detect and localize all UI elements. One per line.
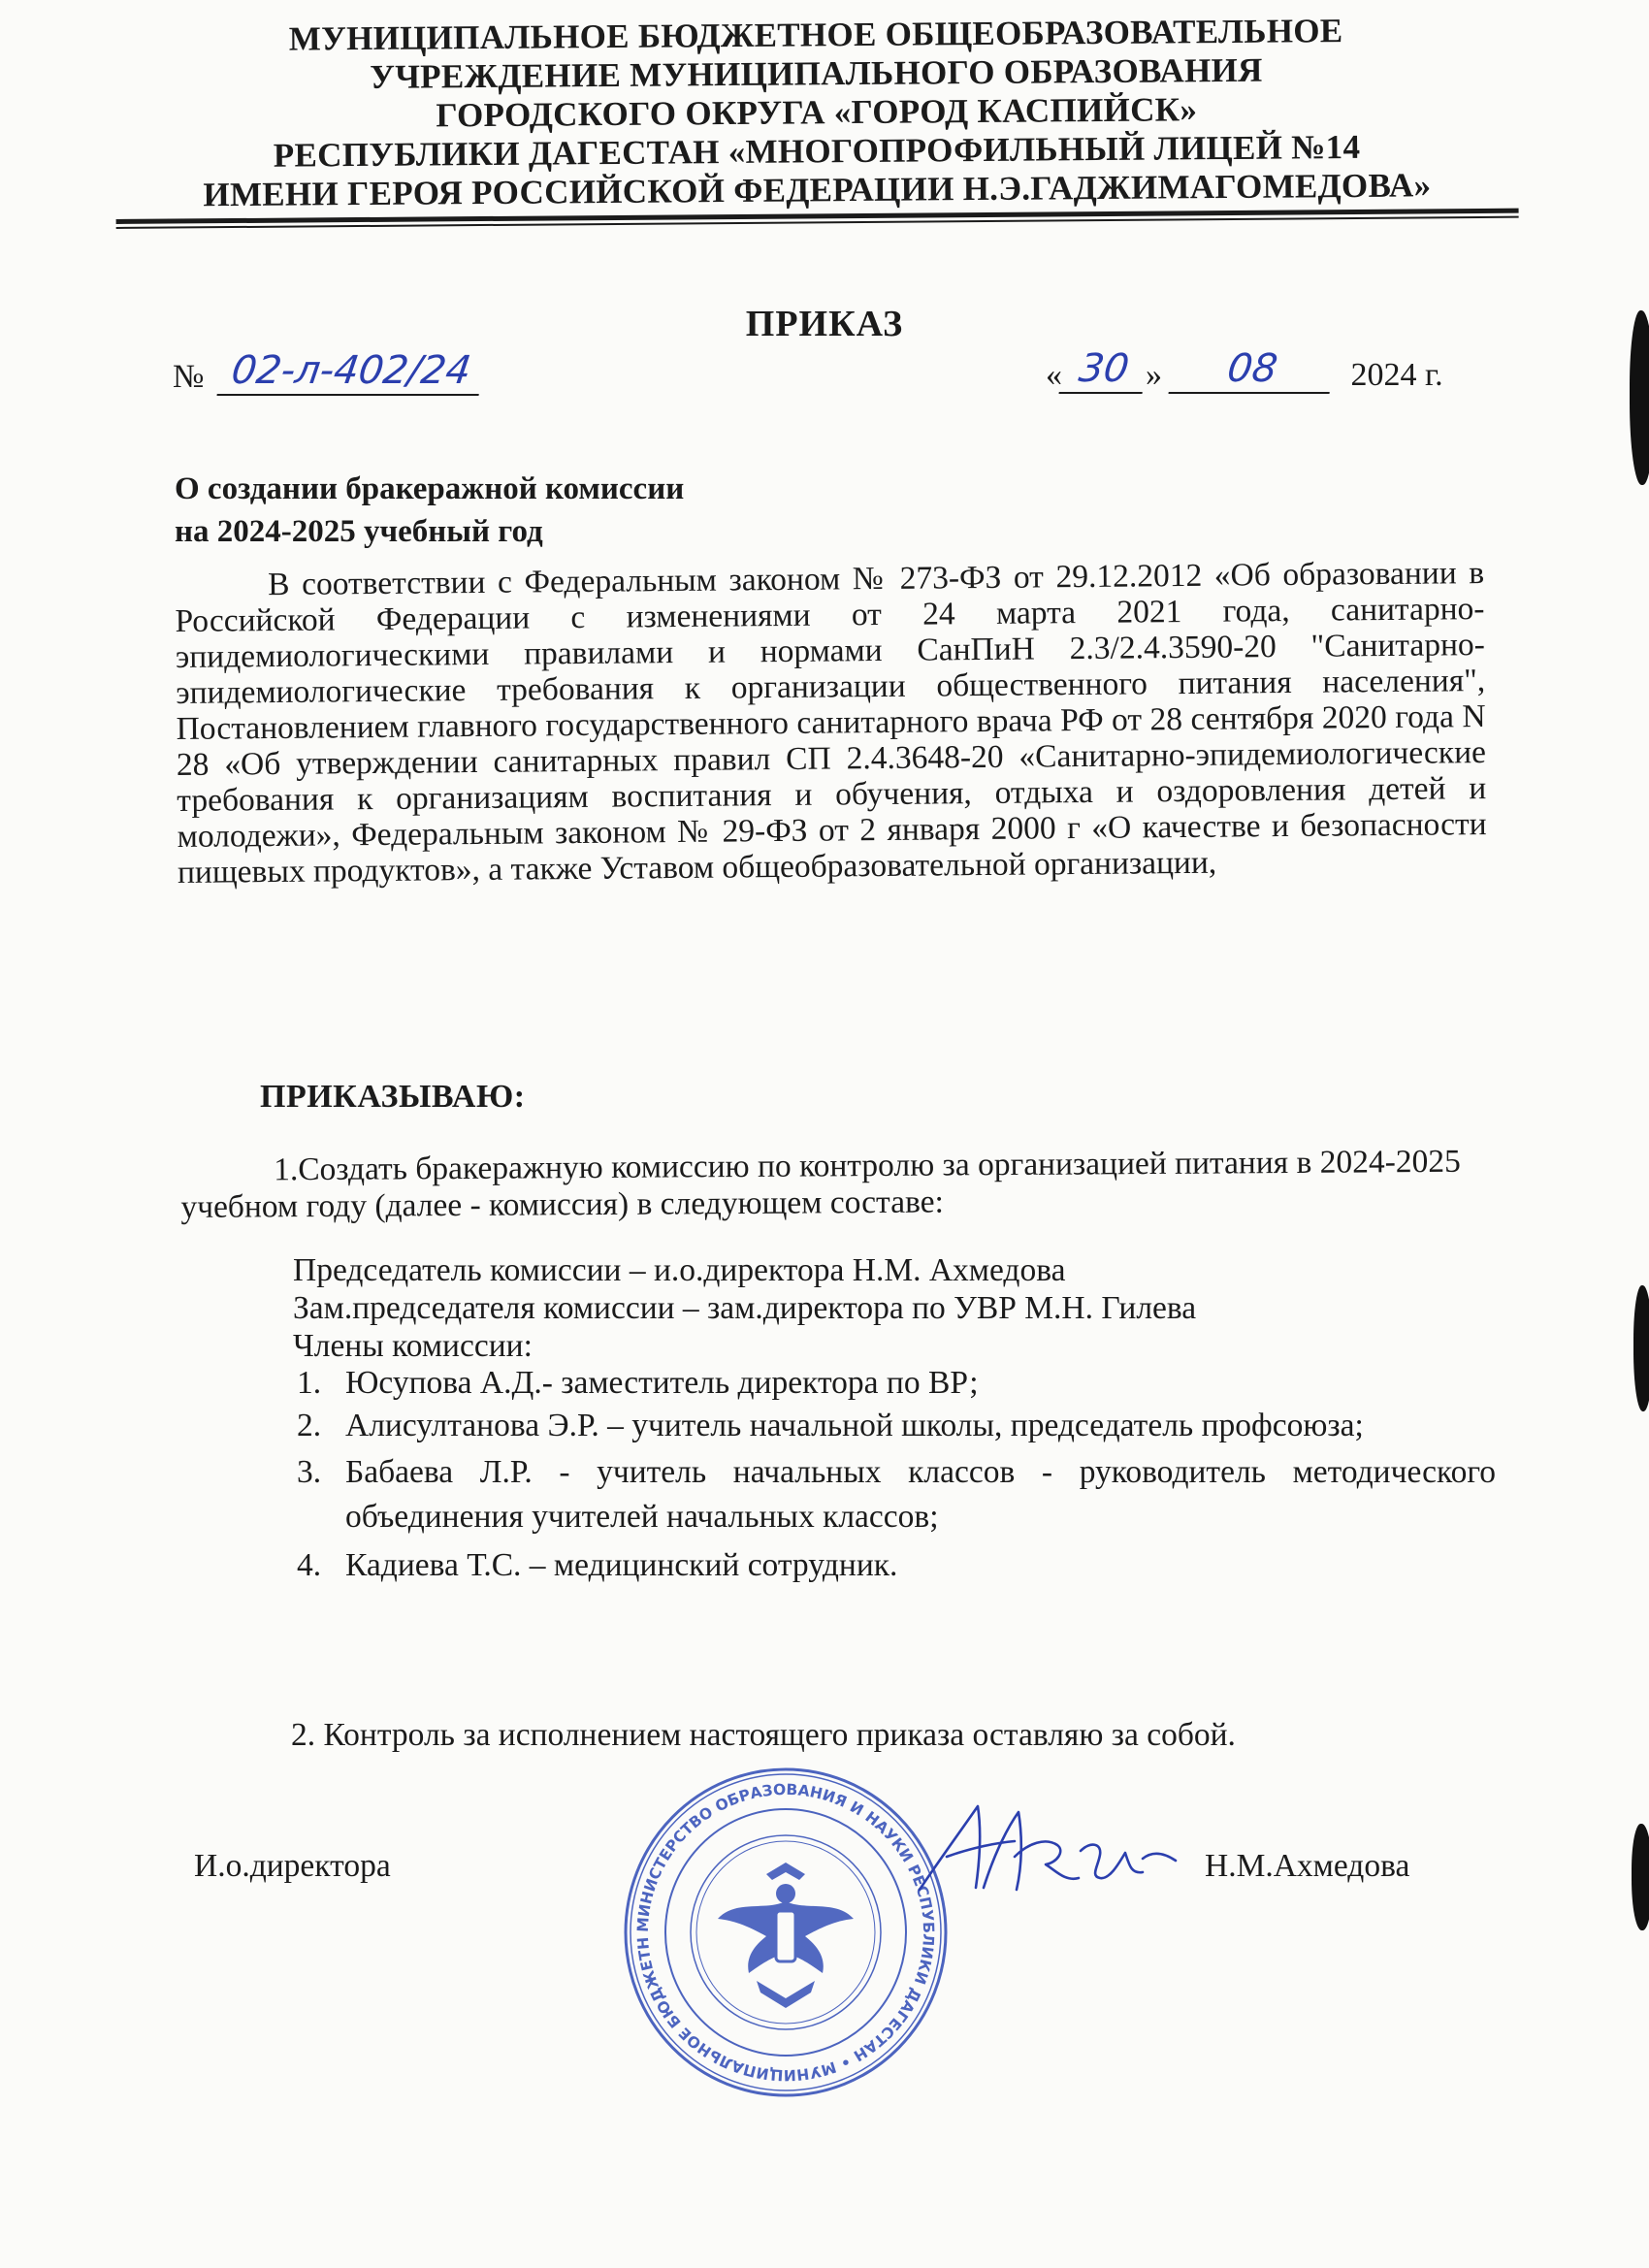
preamble-paragraph: В соответствии с Федеральным законом № 273-ФЗ от 29.12.2012 «Об образовании в Российской Федерации с изменениями от 24 марта 2021 года, санитарно-эпидемиологическими правилами и нормами СанПиН 2.3/2.4.3590-20 "Санитарно-эпидемиологические требования к организации общественного питания населения", Постановлением главного государственного санитарного врача РФ от 28 сентября 2020 года N 28 «Об утверждении санитарных правил СП 2.4.3648-20 «Санитарно-эпидемиологические требования к организациям воспитания и обучения, отдыха и оздоровления детей и молодежи», Федеральным законом № 29-ФЗ от 2 января 2000 г «О качестве и безопасности пищевых продуктов», а также Уставом общеобразовательной организации, [175, 555, 1487, 891]
order-title: ПРИКАЗ [745, 304, 904, 344]
order-item-2: 2. Контроль за исполнением настоящего приказа оставляю за собой. [291, 1717, 1236, 1753]
order-number-handwritten: 02-л-402/24 [216, 347, 485, 396]
member-list [293, 1365, 1496, 1584]
list-item-number: 4. [297, 1547, 322, 1583]
list-item-number: 3. [297, 1454, 322, 1490]
order-number-row [173, 347, 482, 396]
list-item-text: Кадиева Т.С. – медицинский сотрудник. [345, 1547, 898, 1583]
svg-text:МИНИСТЕРСТВО ОБРАЗОВАНИЯ И НАУ: МИНИСТЕРСТВО ОБРАЗОВАНИЯ И НАУКИ РЕСПУБЛИКИ ДАГЕСТАН • МУНИЦИПАЛЬНОЕ БЮДЖЕТН [633, 1780, 938, 2085]
organization-header [114, 11, 1519, 229]
date-month-handwritten: 08 [1168, 345, 1336, 394]
list-item [293, 1450, 1496, 1539]
vice-chairman-line: Зам.председателя комиссии – зам.директора по УВР М.Н. Гилева [293, 1290, 1197, 1326]
signature-icon [900, 1793, 1191, 1909]
subject-line: на 2024-2025 учебный год [175, 514, 543, 549]
list-item [293, 1408, 1496, 1444]
org-name-line: ГОРОДСКОГО ОКРУГА «ГОРОД КАСПИЙСК» [436, 90, 1198, 135]
org-name-line: МУНИЦИПАЛЬНОЕ БЮДЖЕТНОЕ ОБЩЕОБРАЗОВАТЕЛЬНОЕ [288, 12, 1343, 58]
list-item-text: Юсупова А.Д.- заместитель директора по ВР; [345, 1365, 979, 1401]
date-open-quote: « [1046, 357, 1062, 393]
handwritten-signature [900, 1793, 1191, 1909]
list-item-number: 2. [297, 1408, 322, 1443]
date-year: 2024 г. [1350, 357, 1443, 393]
list-item [293, 1365, 1496, 1402]
members-label: Члены комиссии: [293, 1328, 533, 1364]
list-item-text: Бабаева Л.Р. - учитель начальных классов - руководитель методического объединения учителей начальных классов; [345, 1454, 1496, 1535]
order-date-row [1046, 345, 1443, 394]
org-name-line: РЕСПУБЛИКИ ДАГЕСТАН «МНОГОПРОФИЛЬНЫЙ ЛИЦЕЙ №14 [273, 127, 1361, 175]
date-day-handwritten: 30 [1058, 345, 1148, 394]
chairman-line: Председатель комиссии – и.о.директора Н.М. Ахмедова [293, 1252, 1066, 1288]
org-name-line: УЧРЕЖДЕНИЕ МУНИЦИПАЛЬНОГО ОБРАЗОВАНИЯ [370, 50, 1263, 96]
order-subject [175, 468, 684, 553]
list-item [293, 1547, 1496, 1584]
date-close-quote: » [1146, 357, 1162, 393]
commission-composition [293, 1251, 1496, 1590]
signatory-name: Н.М.Ахмедова [1205, 1848, 1410, 1884]
subject-line: О создании бракеражной комиссии [175, 471, 685, 506]
order-verb: ПРИКАЗЫВАЮ: [260, 1079, 526, 1115]
number-sign: № [173, 359, 205, 395]
signatory-position: И.о.директора [194, 1848, 391, 1884]
org-name-line: ИМЕНИ ГЕРОЯ РОССИЙСКОЙ ФЕДЕРАЦИИ Н.Э.ГАДЖИМАГОМЕДОВА» [203, 166, 1432, 214]
list-item-number: 1. [297, 1365, 322, 1401]
scan-edge-mark [1632, 1824, 1649, 1930]
order-item-1: 1.Создать бракеражную комиссию по контролю за организацией питания в 2024-2025 учебном году (далее - комиссия) в следующем составе: [180, 1143, 1461, 1225]
scan-edge-mark [1633, 1285, 1649, 1411]
list-item-text: Алисултанова Э.Р. – учитель начальной школы, председатель профсоюза; [345, 1408, 1364, 1443]
